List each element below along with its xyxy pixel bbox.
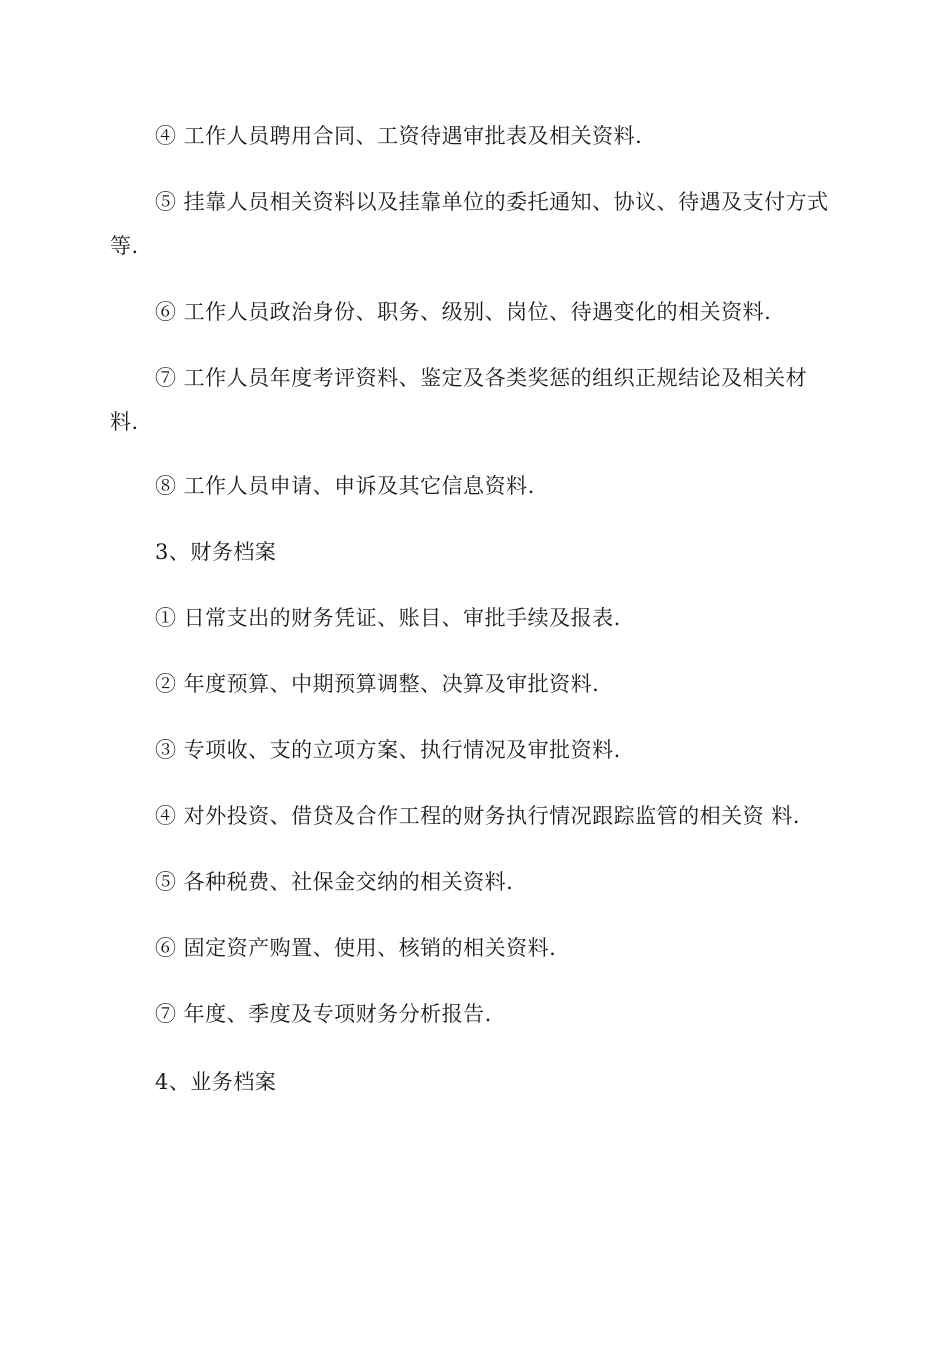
paragraph-10: ④ 对外投资、借贷及合作工程的财务执行情况跟踪监管的相关资 料.	[155, 804, 801, 828]
paragraph-2: ⑤ 挂靠人员相关资料以及挂靠单位的委托通知、协议、待遇及支付方式等.	[110, 190, 829, 258]
paragraph-4: ⑦ 工作人员年度考评资料、鉴定及各类奖惩的组织正规结论及相关材料.	[110, 366, 808, 434]
paragraph-8: ② 年度预算、中期预算调整、决算及审批资料.	[155, 672, 600, 696]
paragraph-12: ⑥ 固定资产购置、使用、核销的相关资料.	[155, 936, 557, 960]
paragraph-11: ⑤ 各种税费、社保金交纳的相关资料.	[155, 870, 514, 894]
paragraph-3: ⑥ 工作人员政治身份、职务、级别、岗位、待遇变化的相关资料.	[155, 300, 772, 324]
paragraph-5: ⑧ 工作人员申请、申诉及其它信息资料.	[155, 474, 535, 498]
section-heading-business: 4、业务档案	[155, 1070, 277, 1094]
section-heading-finance: 3、财务档案	[155, 540, 277, 564]
paragraph-9: ③ 专项收、支的立项方案、执行情况及审批资料.	[155, 738, 621, 762]
paragraph-1: ④ 工作人员聘用合同、工资待遇审批表及相关资料.	[155, 124, 643, 148]
paragraph-13: ⑦ 年度、季度及专项财务分析报告.	[155, 1002, 492, 1026]
paragraph-7: ① 日常支出的财务凭证、账目、审批手续及报表.	[155, 606, 621, 630]
